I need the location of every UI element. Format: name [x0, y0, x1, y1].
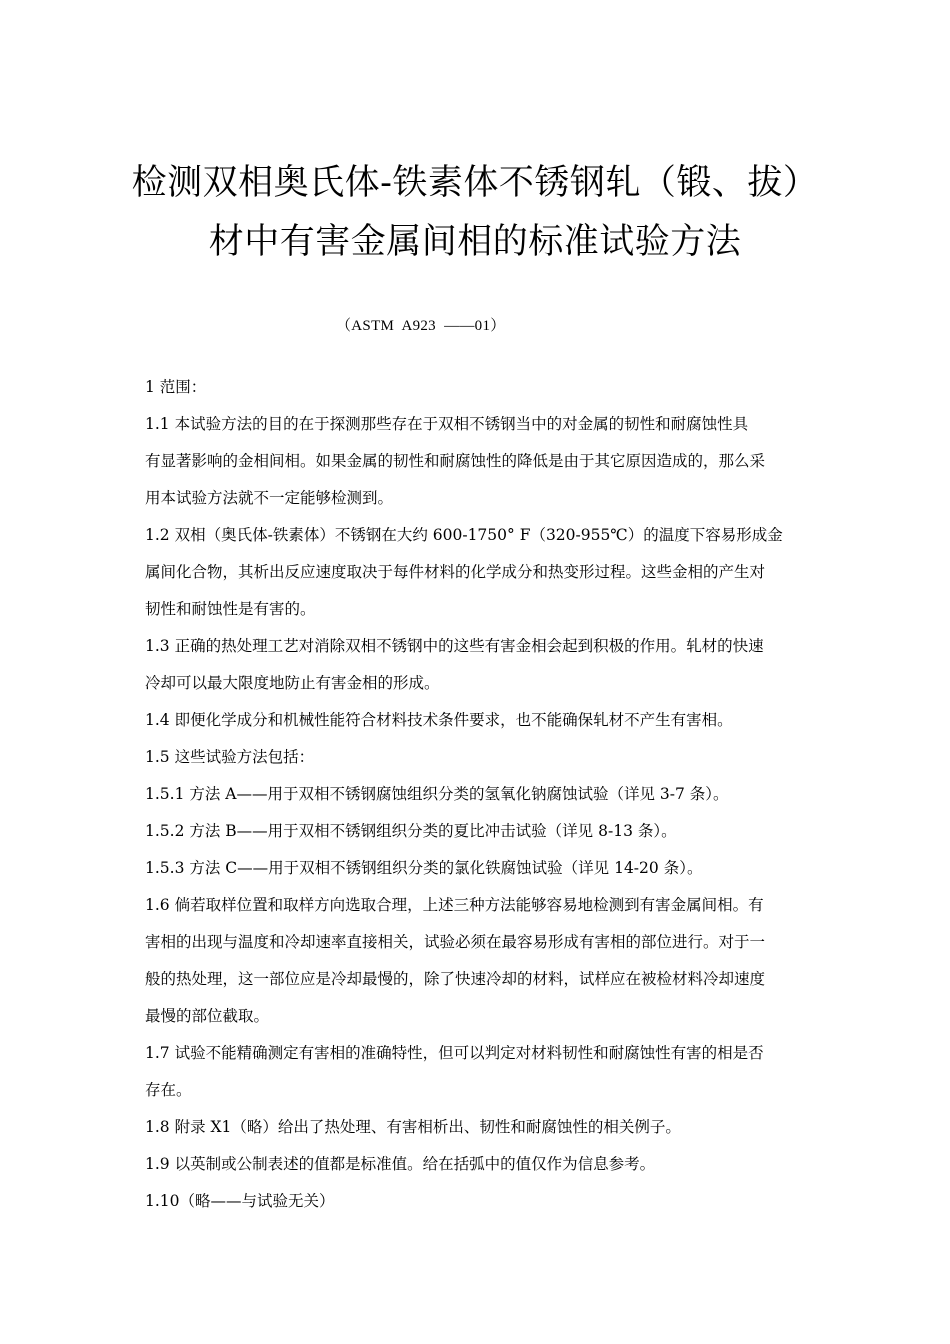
text-line: 韧性和耐蚀性是有害的。	[145, 600, 316, 618]
text-line: 1.8 附录 X1（略）给出了热处理、有害相析出、韧性和耐腐蚀性的相关例子。	[145, 1118, 681, 1136]
text-line: 冷却可以最大限度地防止有害金相的形成。	[145, 674, 440, 692]
text-line: 1 范围：	[145, 378, 207, 396]
text-line: 用本试验方法就不一定能够检测到。	[145, 489, 394, 507]
text-line: 1.5.2 方法 B——用于双相不锈钢组织分类的夏比冲击试验（详见 8-13 条）。	[145, 822, 677, 840]
text-line: 1.3 正确的热处理工艺对消除双相不锈钢中的这些有害金相会起到积极的作用。轧材的快速	[145, 637, 764, 655]
text-line: 1.5.3 方法 C——用于双相不锈钢组织分类的氯化铁腐蚀试验（详见 14-20 条）。	[145, 859, 703, 877]
text-line: 1.1 本试验方法的目的在于探测那些存在于双相不锈钢当中的对金属的韧性和耐腐蚀性具	[145, 415, 749, 433]
document-body	[145, 369, 810, 1220]
standard-designation: （ASTM A923 ——01）	[336, 318, 506, 334]
text-line: 般的热处理，这一部位应是冷却最慢的，除了快速冷却的材料，试样应在被检材料冷却速度	[145, 970, 766, 988]
text-line: 最慢的部位截取。	[145, 1007, 270, 1025]
text-line: 存在。	[145, 1081, 192, 1099]
document-title-line-1: 检测双相奥氏体-铁素体不锈钢轧（锻、拔）	[131, 163, 819, 203]
text-line: 1.5.1 方法 A——用于双相不锈钢腐蚀组织分类的氢氧化钠腐蚀试验（详见 3-7 条）。	[145, 785, 729, 803]
text-line: 1.9 以英制或公制表述的值都是标准值。给在括弧中的值仅作为信息参考。	[145, 1155, 656, 1173]
document-title-line-2: 材中有害金属间相的标准试验方法	[208, 222, 742, 262]
text-line: 1.5 这些试验方法包括：	[145, 748, 315, 766]
text-line: 属间化合物，其析出反应速度取决于每件材料的化学成分和热变形过程。这些金相的产生对	[145, 563, 766, 581]
text-line: 1.2 双相（奥氏体-铁素体）不锈钢在大约 600-1750° F（320-955℃）的温度下容易形成金	[145, 526, 783, 544]
text-line: 害相的出现与温度和冷却速率直接相关，试验必须在最容易形成有害相的部位进行。对于一	[145, 933, 766, 951]
text-line: 1.7 试验不能精确测定有害相的准确特性，但可以判定对材料韧性和耐腐蚀性有害的相是否	[145, 1044, 764, 1062]
text-line: 1.10（略——与试验无关）	[145, 1192, 335, 1210]
text-line: 有显著影响的金相间相。如果金属的韧性和耐腐蚀性的降低是由于其它原因造成的，那么采	[145, 452, 766, 470]
text-line: 1.6 倘若取样位置和取样方向选取合理，上述三种方法能够容易地检测到有害金属间相。有	[145, 896, 764, 914]
text-line: 1.4 即便化学成分和机械性能符合材料技术条件要求，也不能确保轧材不产生有害相。	[145, 711, 733, 729]
